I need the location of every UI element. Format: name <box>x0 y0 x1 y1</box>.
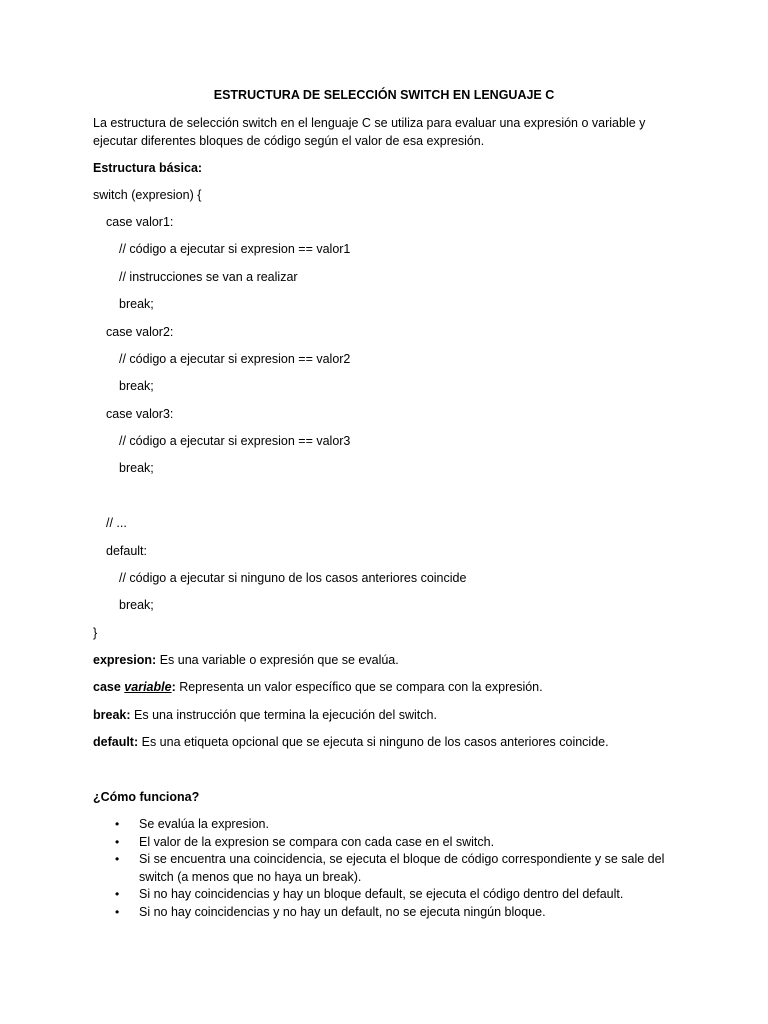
bullet-icon: • <box>115 852 120 866</box>
definition-term: break: <box>93 708 131 722</box>
list-item <box>93 834 673 852</box>
code-line: break; <box>119 598 154 612</box>
code-line: break; <box>119 379 154 393</box>
list-item-text: Si se encuentra una coincidencia, se ejecuta el bloque de código correspondiente y se sale del switch (a menos que no haya un break). <box>139 852 665 884</box>
how-it-works-list <box>93 816 673 921</box>
definition-text: Es una variable o expresión que se evalúa. <box>156 653 399 667</box>
basic-structure-heading: Estructura básica: <box>93 161 203 175</box>
list-item <box>93 886 673 904</box>
code-line: // ... <box>106 516 127 530</box>
list-item <box>93 816 673 834</box>
bullet-icon: • <box>115 817 120 831</box>
code-line: // código a ejecutar si expresion == valor1 <box>119 242 351 256</box>
definition-text: Es una etiqueta opcional que se ejecuta si ninguno de los casos anteriores coincide. <box>138 735 609 749</box>
code-line: // instrucciones se van a realizar <box>119 270 298 284</box>
definition-expresion <box>93 651 399 669</box>
code-line: switch (expresion) { <box>93 188 202 202</box>
definition-term-variable: variable <box>124 680 172 694</box>
list-item <box>93 851 673 886</box>
intro-paragraph: La estructura de selección switch en el lenguaje C se utiliza para evaluar una expresión o variable y ejecutar diferentes bloques de código según el valor de esa expresión. <box>93 116 646 148</box>
definition-term: expresion: <box>93 653 157 667</box>
code-line: // código a ejecutar si expresion == valor3 <box>119 434 351 448</box>
definition-text: Es una instrucción que termina la ejecución del switch. <box>130 708 437 722</box>
definition-term: default: <box>93 735 139 749</box>
bullet-icon: • <box>115 904 120 919</box>
code-line: case valor2: <box>106 325 174 339</box>
definition-default <box>93 733 609 751</box>
bullet-icon: • <box>115 834 120 849</box>
code-line: case valor1: <box>106 215 174 229</box>
definition-break <box>93 706 437 724</box>
definition-text: Representa un valor específico que se compara con la expresión. <box>175 680 543 694</box>
document-title: ESTRUCTURA DE SELECCIÓN SWITCH EN LENGUAJE C <box>213 88 555 102</box>
list-item-text: Si no hay coincidencias y no hay un default, no se ejecuta ningún bloque. <box>139 904 546 919</box>
list-item-text: Se evalúa la expresion. <box>139 817 269 831</box>
definition-term: case <box>93 680 121 694</box>
code-line: } <box>93 626 98 640</box>
code-line: break; <box>119 461 154 475</box>
code-line: default: <box>106 544 148 558</box>
list-item-text: Si no hay coincidencias y hay un bloque default, se ejecuta el código dentro del default. <box>139 887 624 901</box>
list-item <box>93 904 673 922</box>
bullet-icon: • <box>115 887 120 901</box>
code-line: break; <box>119 297 154 311</box>
definition-term-colon: : <box>171 680 176 694</box>
code-line: // código a ejecutar si expresion == valor2 <box>119 352 351 366</box>
list-item-text: El valor de la expresion se compara con cada case en el switch. <box>139 834 495 849</box>
definition-case <box>93 678 543 696</box>
code-line: // código a ejecutar si ninguno de los casos anteriores coincide <box>119 571 467 585</box>
code-line: case valor3: <box>106 407 174 421</box>
how-it-works-heading: ¿Cómo funciona? <box>93 790 200 804</box>
